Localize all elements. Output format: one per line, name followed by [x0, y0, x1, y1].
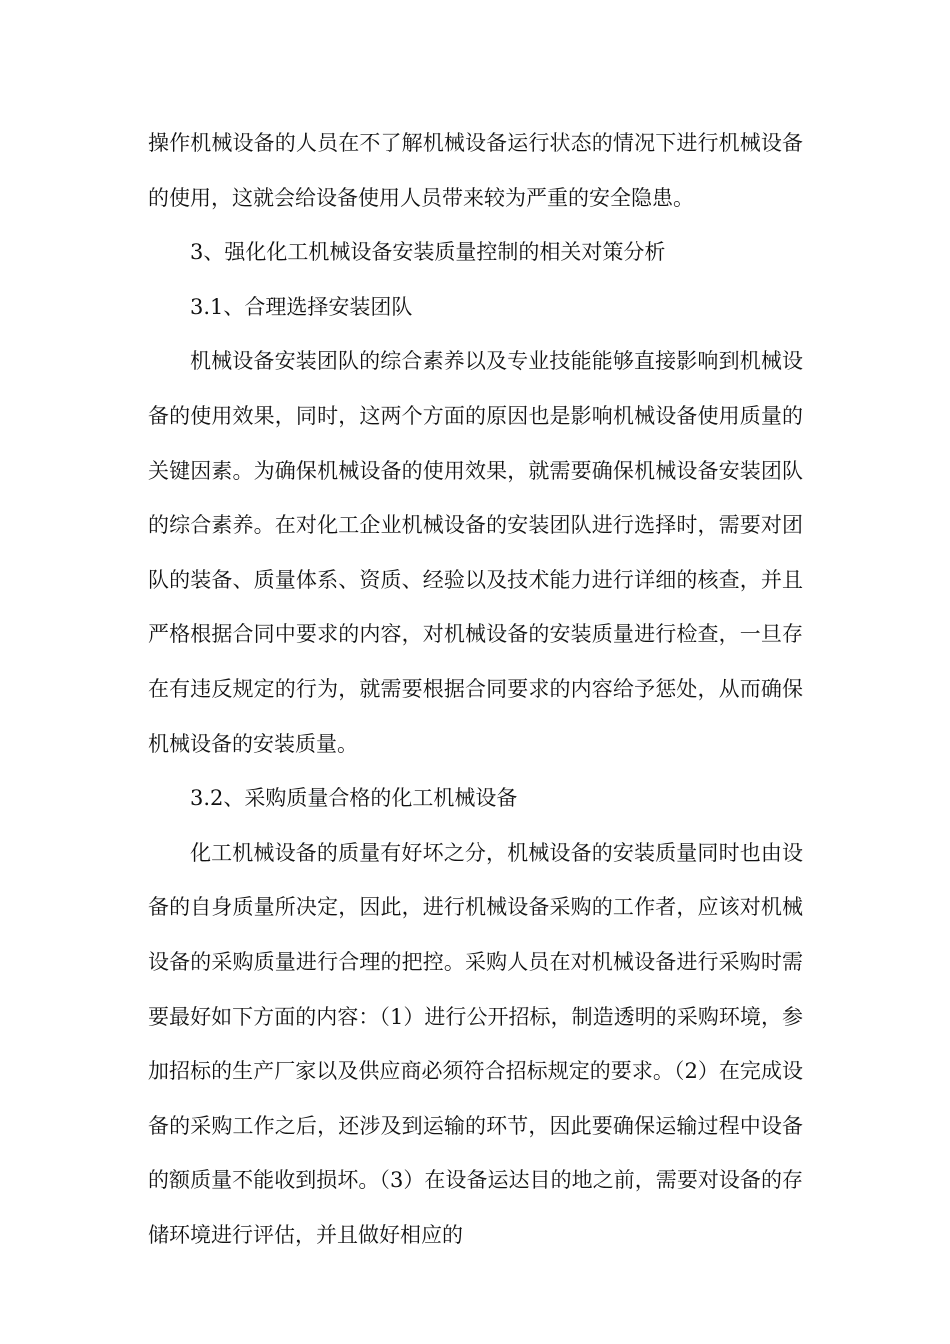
paragraph-continuation: 操作机械设备的人员在不了解机械设备运行状态的情况下进行机械设备的使用，这就会给设备使用人员带来较为严重的安全隐患。	[148, 131, 803, 210]
section-heading-3: 3、强化化工机械设备安装质量控制的相关对策分析	[190, 240, 666, 265]
document-body	[148, 116, 803, 1262]
subsection-heading-3-1: 3.1、合理选择安装团队	[190, 294, 413, 319]
paragraph-installation-team: 机械设备安装团队的综合素养以及专业技能能够直接影响到机械设备的使用效果，同时，这两个方面的原因也是影响机械设备使用质量的关键因素。为确保机械设备的使用效果，就需要确保机械设备安装团队的综合素养。在对化工企业机械设备的安装团队进行选择时，需要对团队的装备、质量体系、资质、经验以及技术能力进行详细的核查，并且严格根据合同中要求的内容，对机械设备的安装质量进行检查，一旦存在有违反规定的行为，就需要根据合同要求的内容给予惩处，从而确保机械设备的安装质量。	[148, 349, 803, 756]
paragraph-equipment-procurement: 化工机械设备的质量有好坏之分，机械设备的安装质量同时也由设备的自身质量所决定，因此，进行机械设备采购的工作者，应该对机械设备的采购质量进行合理的把控。采购人员在对机械设备进行采购时需要最好如下方面的内容：（1）进行公开招标，制造透明的采购环境，参加招标的生产厂家以及供应商必须符合招标规定的要求。（2）在完成设备的采购工作之后，还涉及到运输的环节，因此要确保运输过程中设备的额质量不能收到损坏。（3）在设备运达目的地之前，需要对设备的存储环境进行评估，并且做好相应的	[148, 840, 803, 1247]
subsection-heading-3-2: 3.2、采购质量合格的化工机械设备	[190, 786, 518, 811]
